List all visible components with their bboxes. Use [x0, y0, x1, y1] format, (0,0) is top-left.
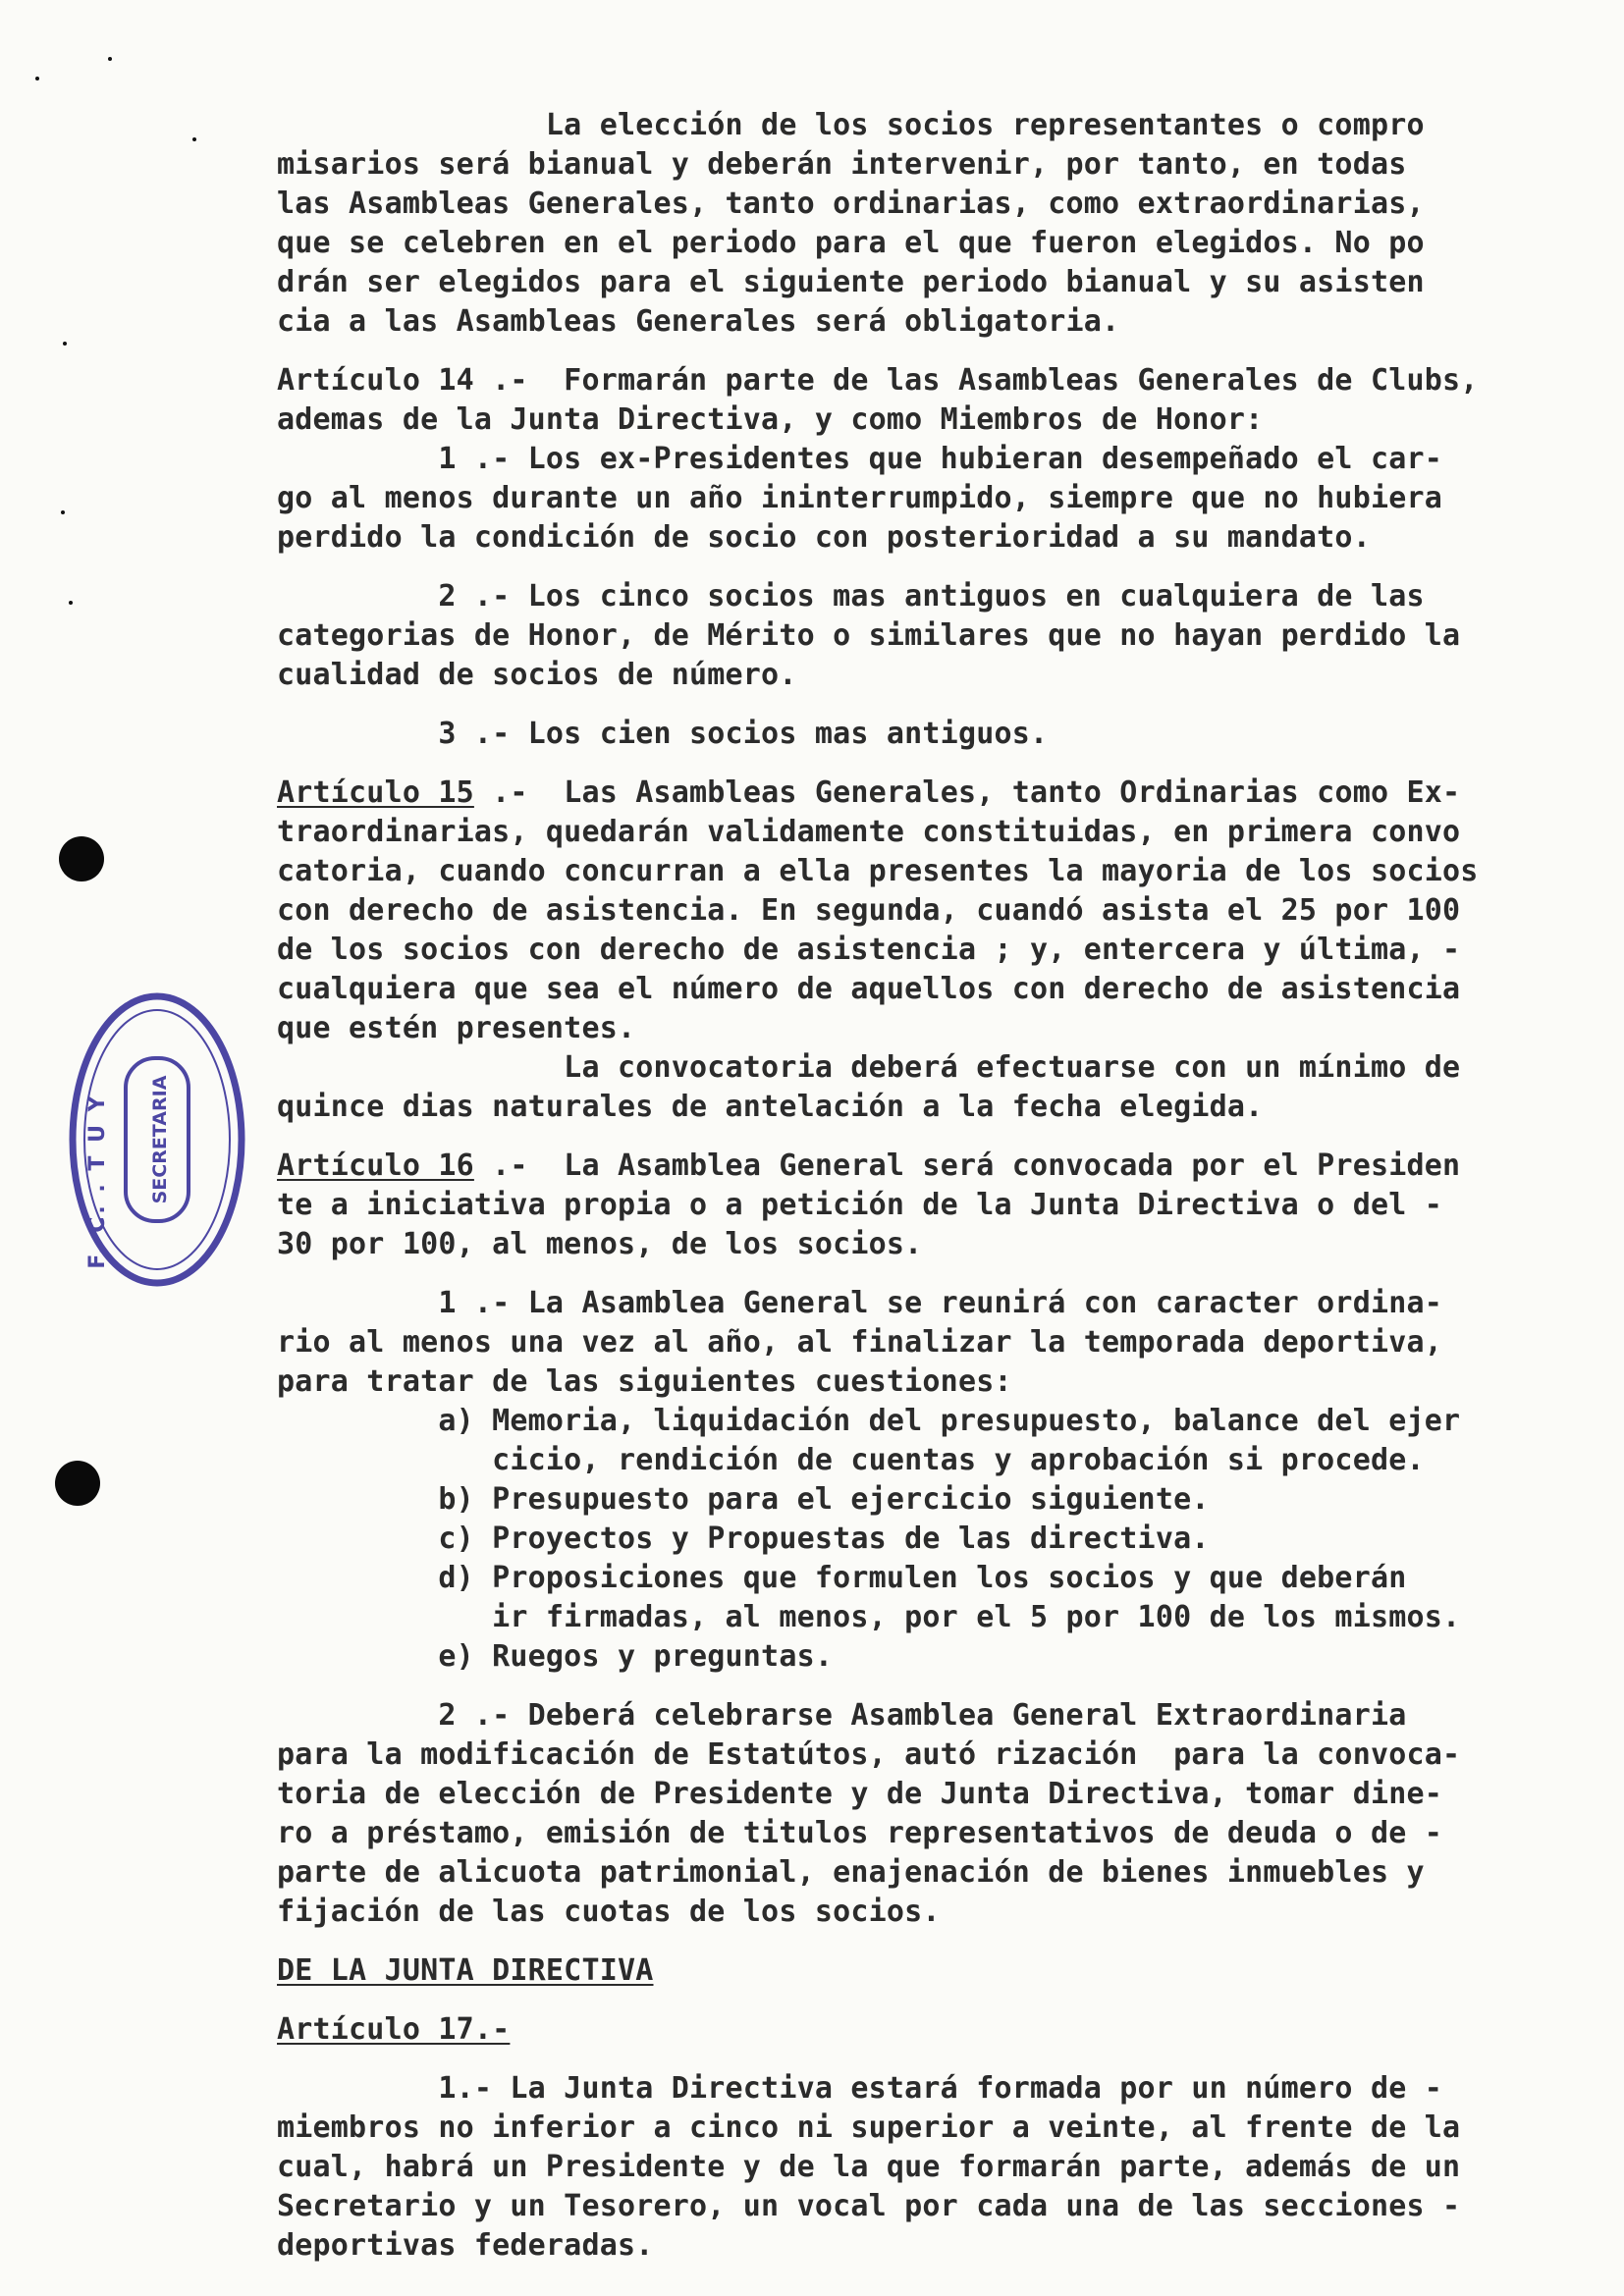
text-line: 1 .- Los ex-Presidentes que hubieran desempeñado el car- — [277, 442, 1442, 476]
margin-speck — [108, 57, 112, 61]
club-secretary-stamp — [65, 989, 249, 1290]
text-line: rio al menos una vez al año, al finalizar la temporada deportiva, — [277, 1325, 1442, 1360]
margin-speck — [69, 601, 73, 605]
text-line: perdido la condición de socio con posterioridad a su mandato. — [277, 520, 1371, 555]
text-line: Secretario y un Tesorero, un vocal por cada una de las secciones - — [277, 2189, 1461, 2223]
stamp-inner-text: SECRETARIA — [149, 1075, 171, 1204]
text-line: 1 .- La Asamblea General se reunirá con caracter ordina- — [277, 1286, 1442, 1320]
text-line: misarios será bianual y deberán intervenir, por tanto, en todas — [277, 147, 1407, 182]
text-line: a) Memoria, liquidación del presupuesto, balance del ejer — [277, 1404, 1461, 1438]
punch-hole-top — [59, 836, 104, 881]
paragraph-gap — [277, 558, 1622, 577]
text-line: toria de elección de Presidente y de Junta Directiva, tomar dine- — [277, 1777, 1442, 1811]
text-line: 30 por 100, al menos, de los socios. — [277, 1227, 923, 1261]
text-line: cualquiera que sea el número de aquellos con derecho de asistencia — [277, 972, 1461, 1006]
text-line: cicio, rendición de cuentas y aprobación si procede. — [277, 1443, 1425, 1477]
text-line: 1.- La Junta Directiva estará formada por un número de - — [277, 2071, 1442, 2106]
text-line: con derecho de asistencia. En segunda, cuandó asista el 25 por 100 — [277, 893, 1461, 928]
text-line: fijación de las cuotas de los socios. — [277, 1895, 941, 1929]
text-line: 2 .- Los cinco socios mas antiguos en cualquiera de las — [277, 579, 1425, 614]
paragraph-art14 — [277, 361, 1622, 558]
text-line: cualidad de socios de número. — [277, 658, 797, 692]
text-line: miembros no inferior a cinco ni superior a veinte, al frente de la — [277, 2110, 1461, 2145]
text-line: ir firmadas, al menos, por el 5 por 100 de los mismos. — [277, 1600, 1461, 1634]
text-line: las Asambleas Generales, tanto ordinarias, como extraordinarias, — [277, 187, 1425, 221]
text-line: La convocatoria deberá efectuarse con un mínimo de — [277, 1050, 1461, 1085]
text-line: 2 .- Deberá celebrarse Asamblea General Extraordinaria — [277, 1698, 1407, 1733]
paragraph-gap — [277, 1932, 1622, 1951]
paragraph-art16-2 — [277, 1696, 1622, 1932]
text-line: Artículo 17.- — [277, 2012, 511, 2047]
text-line: categorias de Honor, de Mérito o similares que no hayan perdido la — [277, 618, 1461, 653]
margin-speck — [61, 510, 65, 514]
text-line: cual, habrá un Presidente y de la que formarán parte, además de un — [277, 2150, 1461, 2184]
text-line: Artículo 15 .- Las Asambleas Generales, tanto Ordinarias como Ex- — [277, 775, 1461, 810]
text-line: traordinarias, quedarán validamente constituidas, en primera convo — [277, 815, 1461, 849]
text-line: cia a las Asambleas Generales será obligatoria. — [277, 304, 1120, 339]
text-line: catoria, cuando concurran a ella presentes la mayoria de los socios — [277, 854, 1479, 888]
text-line: quince dias naturales de antelación a la fecha elegida. — [277, 1090, 1264, 1124]
paragraph-gap — [277, 1677, 1622, 1696]
text-line: de los socios con derecho de asistencia ; y, entercera y última, - — [277, 933, 1461, 967]
paragraph-gap — [277, 1991, 1622, 2010]
text-line: DE LA JUNTA DIRECTIVA — [277, 1953, 654, 1988]
text-line: Artículo 16 .- La Asamblea General será convocada por el Presiden — [277, 1148, 1461, 1183]
paragraph-gap — [277, 2050, 1622, 2069]
text-line: Artículo 14 .- Formarán parte de las Asambleas Generales de Clubs, — [277, 363, 1479, 398]
document-body — [277, 106, 1622, 2266]
paragraph-p1 — [277, 106, 1622, 342]
stamp-outer-text: F. C. . T U Y — [85, 1093, 110, 1269]
paragraph-art17-1 — [277, 2069, 1622, 2266]
paragraph-gap — [277, 342, 1622, 361]
text-line: ro a préstamo, emisión de titulos representativos de deuda o de - — [277, 1816, 1442, 1850]
text-line: te a iniciativa propia o a petición de la Junta Directiva o del - — [277, 1188, 1442, 1222]
text-line: drán ser elegidos para el siguiente periodo bianual y su asisten — [277, 265, 1425, 299]
text-line: deportivas federadas. — [277, 2228, 654, 2263]
text-line: parte de alicuota patrimonial, enajenación de bienes inmuebles y — [277, 1855, 1425, 1890]
paragraph-art16 — [277, 1147, 1622, 1264]
margin-speck — [192, 137, 196, 141]
paragraph-art14-3 — [277, 715, 1622, 754]
text-line: go al menos durante un año ininterrumpido, siempre que no hubiera — [277, 481, 1442, 515]
margin-speck — [35, 77, 39, 80]
paragraph-heading-junta — [277, 1951, 1622, 1991]
text-line: ademas de la Junta Directiva, y como Miembros de Honor: — [277, 402, 1264, 437]
paragraph-art17 — [277, 2010, 1622, 2050]
stamp-graphic — [65, 989, 249, 1290]
text-line: 3 .- Los cien socios mas antiguos. — [277, 717, 1049, 751]
paragraph-gap — [277, 1264, 1622, 1284]
text-line: que se celebren en el periodo para el que fueron elegidos. No po — [277, 226, 1425, 260]
paragraph-gap — [277, 695, 1622, 715]
text-line: que estén presentes. — [277, 1011, 636, 1045]
text-line: La elección de los socios representantes o compro — [277, 108, 1425, 142]
margin-speck — [63, 342, 67, 346]
text-line: e) Ruegos y preguntas. — [277, 1639, 834, 1674]
text-line: para la modificación de Estatútos, autó rización para la convoca- — [277, 1737, 1461, 1772]
text-line: c) Proyectos y Propuestas de las directiva. — [277, 1522, 1210, 1556]
paragraph-gap — [277, 754, 1622, 774]
paragraph-art14-2 — [277, 577, 1622, 695]
text-line: d) Proposiciones que formulen los socios y que deberán — [277, 1561, 1407, 1595]
paragraph-art15 — [277, 774, 1622, 1127]
text-line: para tratar de las siguientes cuestiones: — [277, 1364, 1012, 1399]
paragraph-gap — [277, 1127, 1622, 1147]
paragraph-art16-1 — [277, 1284, 1622, 1677]
punch-hole-bottom — [55, 1461, 100, 1506]
text-line: b) Presupuesto para el ejercicio siguiente. — [277, 1482, 1210, 1517]
